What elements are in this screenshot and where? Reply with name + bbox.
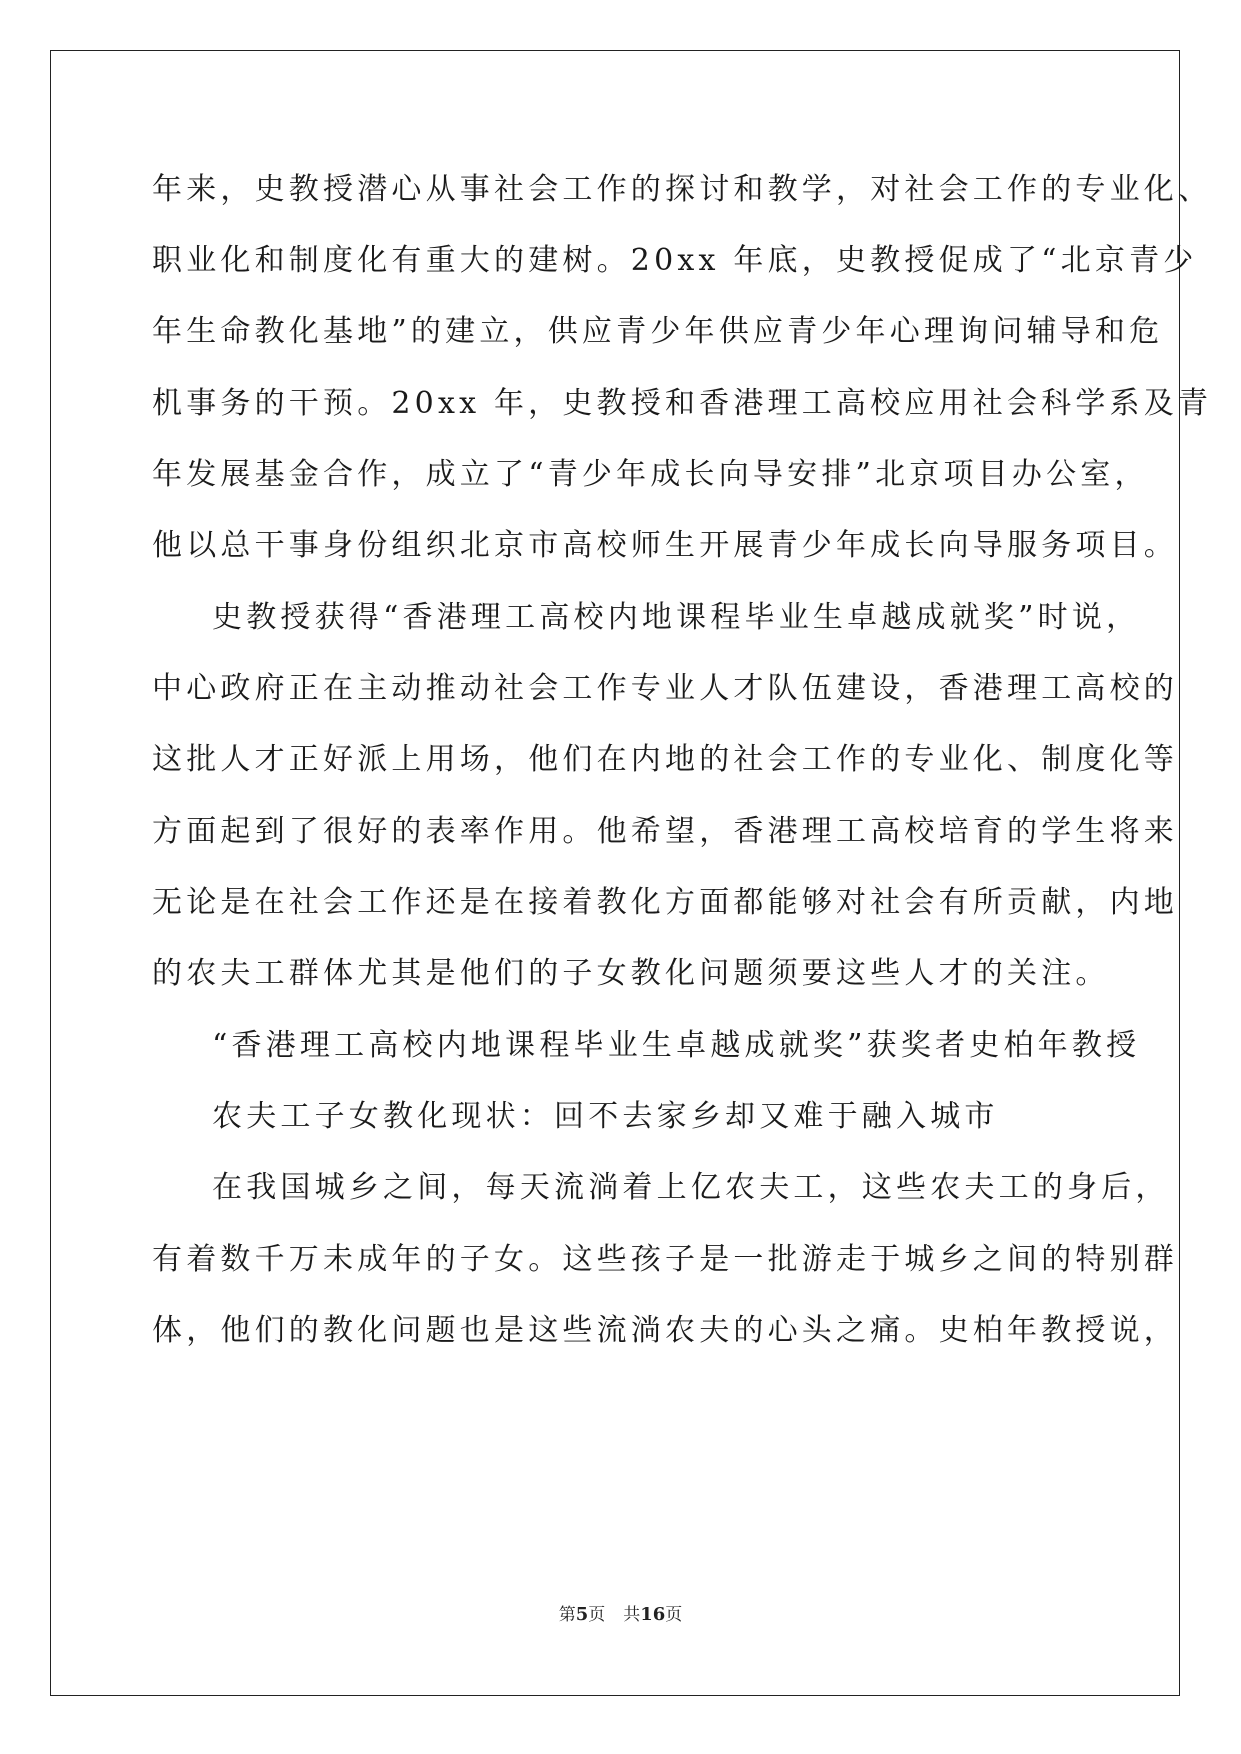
text-line: 方面起到了很好的表率作用。他希望，香港理工高校培育的学生将来 [152, 814, 1178, 849]
text-line: 无论是在社会工作还是在接着教化方面都能够对社会有所贡献，内地 [152, 885, 1178, 920]
text-line: 职业化和制度化有重大的建树。20xx 年底，史教授促成了“北京青少 [152, 243, 1198, 278]
text-line: 史教授获得“香港理工高校内地课程毕业生卓越成就奖”时说， [212, 600, 1141, 635]
text-line: 年发展基金合作，成立了“青少年成长向导安排”北京项目办公室， [152, 457, 1149, 492]
total-unit: 页 [665, 1605, 683, 1625]
page-border [50, 50, 1180, 1696]
text-line: 的农夫工群体尤其是他们的子女教化问题须要这些人才的关注。 [152, 956, 1110, 991]
page-prefix: 第 [558, 1605, 576, 1625]
text-line: “香港理工高校内地课程毕业生卓越成就奖”获奖者史柏年教授 [212, 1028, 1141, 1063]
text-line: 体，他们的教化问题也是这些流淌农夫的心头之痛。史柏年教授说， [152, 1313, 1178, 1348]
text-line: 中心政府正在主动推动社会工作专业人才队伍建设，香港理工高校的 [152, 671, 1178, 706]
page-current: 5 [575, 1604, 589, 1625]
text-line: 他以总干事身份组织北京市高校师生开展青少年成长向导服务项目。 [152, 528, 1178, 563]
text-line: 有着数千万未成年的子女。这些孩子是一批游走于城乡之间的特别群 [152, 1242, 1178, 1277]
page-unit: 页 [588, 1605, 606, 1625]
text-line: 机事务的干预。20xx 年，史教授和香港理工高校应用社会科学系及青 [152, 386, 1213, 421]
total-prefix: 共 [623, 1605, 641, 1625]
text-line: 年生命教化基地”的建立，供应青少年供应青少年心理询问辅导和危 [152, 314, 1164, 349]
text-line: 这批人才正好派上用场，他们在内地的社会工作的专业化、制度化等 [152, 742, 1178, 777]
page-total: 16 [640, 1604, 666, 1625]
text-line: 农夫工子女教化现状：回不去家乡却又难于融入城市 [212, 1099, 999, 1134]
text-line: 年来，史教授潜心从事社会工作的探讨和教学，对社会工作的专业化、 [152, 172, 1213, 207]
page-footer [0, 1603, 1241, 1627]
text-line: 在我国城乡之间，每天流淌着上亿农夫工，这些农夫工的身后， [212, 1170, 1170, 1205]
